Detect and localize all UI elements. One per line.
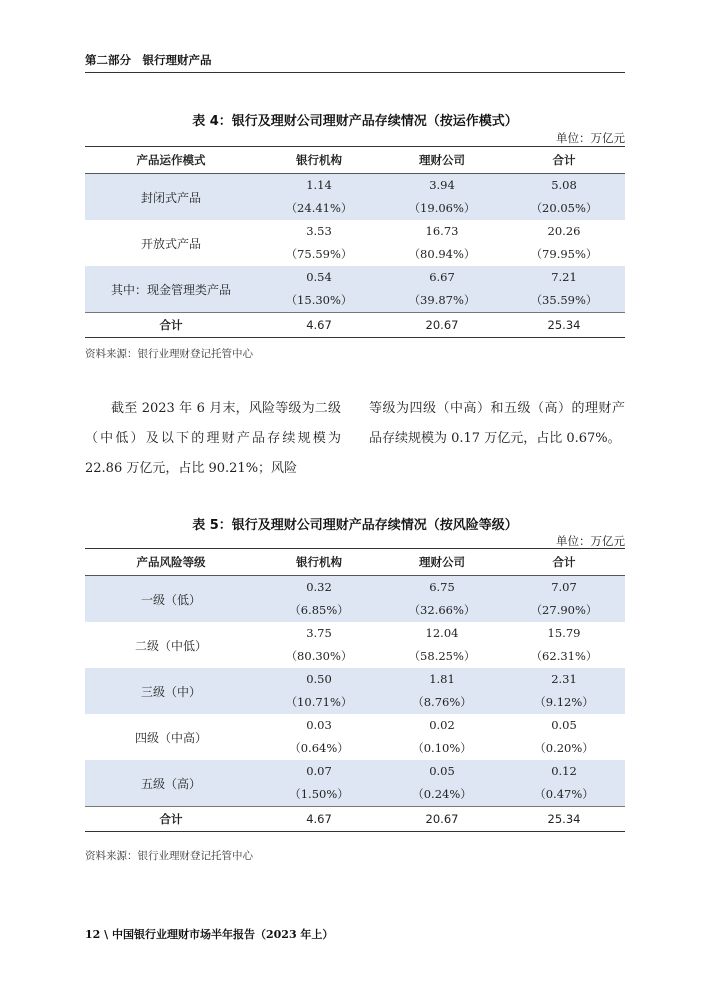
row-label: 封闭式产品 [85,174,257,221]
wm-value: 16.73 [425,224,459,238]
bank-total: 4.67 [257,313,381,338]
table-row [85,714,625,760]
body-text-right: 等级为四级（中高）和五级（高）的理财产品存续规模为 0.17 万亿元，占比 0.67%。 [369,401,625,446]
table5-header-row [85,549,625,576]
table5-col-bank: 银行机构 [257,549,381,576]
table-row [85,576,625,623]
table4-unit: 单位：万亿元 [556,131,625,145]
wm-value: 6.75 [429,580,455,594]
total-value: 0.05 [551,718,577,732]
bank-share: （10.71%） [285,695,353,709]
total-share: （35.59%） [530,293,598,307]
total-share: （79.95%） [530,247,598,261]
table4-col-bank: 银行机构 [257,147,381,174]
total-share: （20.05%） [530,201,598,215]
bank-share: （75.59%） [285,247,353,261]
wm-value: 0.05 [429,764,455,778]
wm-share: （19.06%） [408,201,476,215]
wm-share: （32.66%） [408,603,476,617]
bank-value: 3.75 [306,626,332,640]
total-value: 15.79 [547,626,581,640]
table4-total-row [85,313,625,338]
wm-share: （39.87%） [408,293,476,307]
total-value: 5.08 [551,178,577,192]
bank-share: （15.30%） [285,293,353,307]
wm-share: （58.25%） [408,649,476,663]
table-row [85,760,625,807]
total-share: （9.12%） [534,695,594,709]
row-label: 四级（中高） [134,730,207,745]
table4-col-wm: 理财公司 [381,147,503,174]
bank-value: 0.03 [306,718,332,732]
row-label: 一级（低） [85,576,257,623]
wm-value: 12.04 [425,626,459,640]
row-label: 二级（中低） [134,638,207,653]
table5-source: 资料来源：银行业理财登记托管中心 [85,850,253,862]
table4-source: 资料来源：银行业理财登记托管中心 [85,348,253,360]
total-value: 7.21 [551,270,577,284]
wm-share: （0.10%） [412,741,472,755]
total-value: 0.12 [551,764,577,778]
bank-share: （24.41%） [285,201,353,215]
row-label: 其中：现金管理类产品 [85,266,257,313]
table5-col-wm: 理财公司 [381,549,503,576]
bank-value: 3.53 [306,224,332,238]
table4 [85,146,625,338]
table-row [85,622,625,668]
table5-col-risk: 产品风险等级 [85,549,257,576]
total-share: （0.47%） [534,787,594,801]
total-value: 20.26 [547,224,581,238]
wm-share: （0.24%） [412,787,472,801]
total-share: （27.90%） [530,603,598,617]
bank-total: 4.67 [257,807,381,832]
bank-share: （1.50%） [289,787,349,801]
table4-title: 表 4：银行及理财公司理财产品存续情况（按运作模式） [192,114,518,129]
row-label: 五级（高） [85,760,257,807]
running-header: 第二部分 银行理财产品 [85,53,212,67]
grand-total: 25.34 [503,807,625,832]
table4-col-mode: 产品运作模式 [85,147,257,174]
grand-total: 25.34 [503,313,625,338]
total-value: 7.07 [551,580,577,594]
page-footer: 12 \ 中国银行业理财市场半年报告（2023 年上） [85,928,334,941]
table5-col-total: 合计 [503,549,625,576]
bank-value: 0.07 [306,764,332,778]
row-label: 三级（中） [85,668,257,714]
total-value: 2.31 [551,672,577,686]
bank-value: 1.14 [306,178,332,192]
table-row [85,220,625,266]
wm-value: 3.94 [429,178,455,192]
total-label: 合计 [85,313,257,338]
bank-share: （6.85%） [289,603,349,617]
wm-share: （8.76%） [412,695,472,709]
bank-value: 0.50 [306,672,332,686]
table4-col-total: 合计 [503,147,625,174]
wm-value: 0.02 [429,718,455,732]
table-row [85,174,625,221]
table5-unit: 单位：万亿元 [556,534,625,548]
table5-total-row [85,807,625,832]
table5-title: 表 5：银行及理财公司理财产品存续情况（按风险等级） [192,518,518,533]
bank-value: 0.32 [306,580,332,594]
table-row [85,668,625,714]
header-rule [85,72,625,73]
bank-share: （0.64%） [289,741,349,755]
wm-value: 6.67 [429,270,455,284]
total-share: （0.20%） [534,741,594,755]
bank-value: 0.54 [306,270,332,284]
wm-total: 20.67 [381,313,503,338]
total-label: 合计 [85,807,257,832]
table-row [85,266,625,313]
row-label: 开放式产品 [140,236,201,251]
table5 [85,548,625,832]
total-share: （62.31%） [530,649,598,663]
wm-total: 20.67 [381,807,503,832]
bank-share: （80.30%） [285,649,353,663]
wm-value: 1.81 [429,672,455,686]
table4-header-row [85,147,625,174]
body-text-left: 截至 2023 年 6 月末，风险等级为二级（中低）及以下的理财产品存续规模为 22.86 万亿元，占比 90.21%；风险 [85,401,341,476]
wm-share: （80.94%） [408,247,476,261]
